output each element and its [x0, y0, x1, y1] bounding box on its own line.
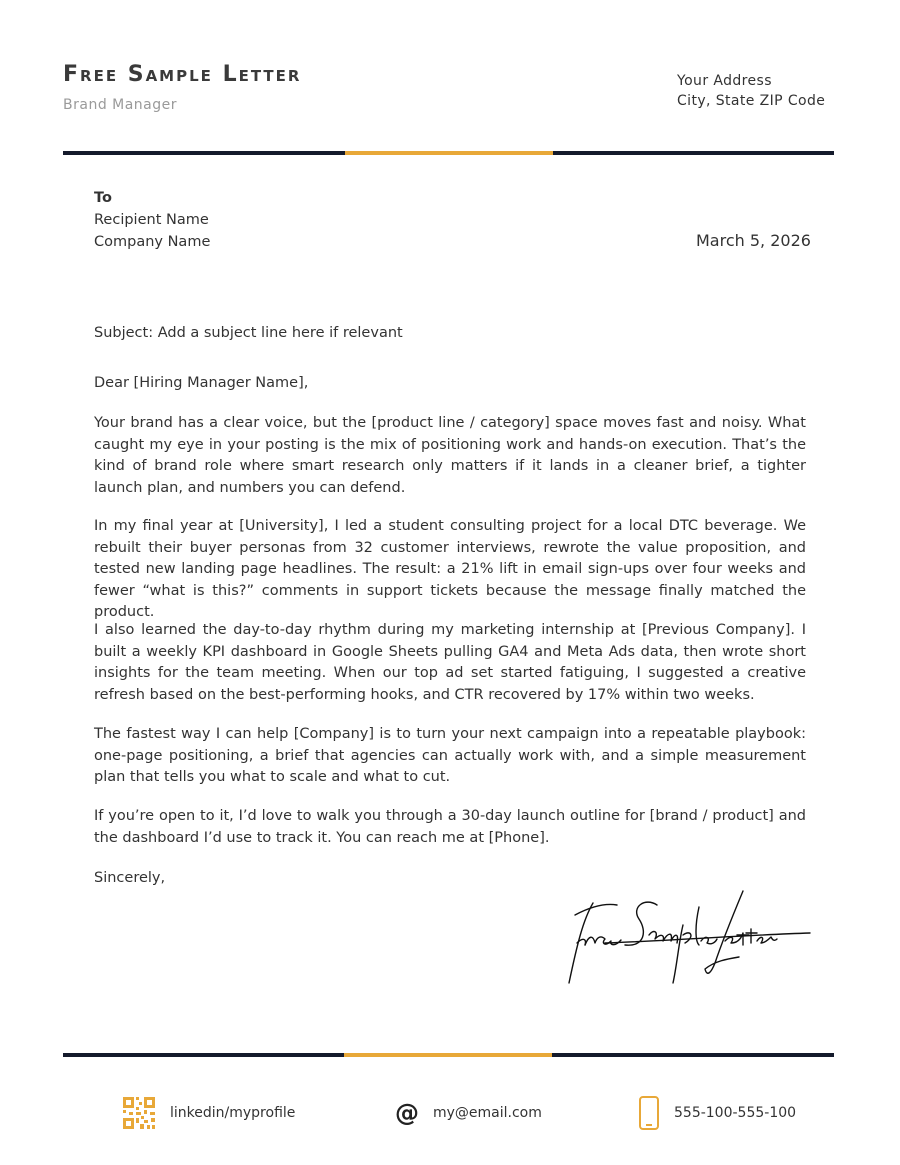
body-paragraph-3: I also learned the day-to-day rhythm during my marketing internship at [Previous Company]. I built a weekly KPI dashboard in Google Sheets pulling GA4 and Meta Ads data, then wrote short insights for the team meeting. When our top ad set started fatiguing, I suggested a creative refresh based on the best-performing hooks, and CTR recovered by 17% within two weeks. — [94, 622, 806, 703]
header-divider — [63, 151, 834, 155]
footer-email — [395, 1095, 542, 1131]
at-icon: @ — [395, 1099, 419, 1127]
body-paragraph-5: If you’re open to it, I’d love to walk you through a 30-day launch outline for [brand / product] and the dashboard I’d use to track it. You can reach me at [Phone]. — [94, 808, 806, 846]
address-line-1: Your Address — [677, 73, 772, 89]
subject-line: Subject: Add a subject line here if relevant — [94, 325, 403, 341]
sender-address — [677, 71, 825, 111]
recipient-label: To — [94, 190, 112, 206]
footer-divider — [63, 1053, 834, 1057]
body-paragraph-2: In my final year at [University], I led a student consulting project for a local DTC beverage. We rebuilt their buyer personas from 32 customer interviews, rewrote the value proposition, and tested new landing page headlines. The result: a 21% lift in email sign-ups over four weeks and fewer “what is this?” comments in support tickets because the message finally matched the product. — [94, 518, 806, 620]
footer-linkedin — [122, 1095, 295, 1131]
sender-role: Brand Manager — [63, 97, 178, 113]
letter-date: March 5, 2026 — [696, 231, 811, 250]
email-text: my@email.com — [433, 1105, 542, 1121]
recipient-company: Company Name — [94, 234, 211, 250]
phone-text: 555-100-555-100 — [674, 1105, 797, 1121]
linkedin-text: linkedin/myprofile — [170, 1105, 296, 1121]
recipient-name: Recipient Name — [94, 212, 209, 228]
closing: Sincerely, — [94, 870, 166, 886]
body-paragraph-1: Your brand has a clear voice, but the [product line / category] space moves fast and noisy. What caught my eye in your posting is the mix of positioning work and hands-on execution. That’s the kind of brand role where smart research only matters if it lands in a cleaner brief, a tighter launch plan, and numbers you can defend. — [94, 415, 806, 496]
footer-phone — [638, 1095, 796, 1131]
greeting: Dear [Hiring Manager Name], — [94, 375, 309, 391]
sender-name: Free Sample Letter — [63, 62, 302, 87]
handwritten-signature — [565, 885, 815, 990]
recipient-block — [94, 187, 210, 253]
phone-icon — [638, 1096, 660, 1130]
qr-code-icon — [122, 1096, 156, 1130]
address-line-2: City, State ZIP Code — [677, 93, 826, 109]
body-paragraph-4: The fastest way I can help [Company] is to turn your next campaign into a repeatable playbook: one-page positioning, a brief that agencies can actually work with, and a simple measurement plan that tells you what to scale and what to cut. — [94, 726, 806, 785]
